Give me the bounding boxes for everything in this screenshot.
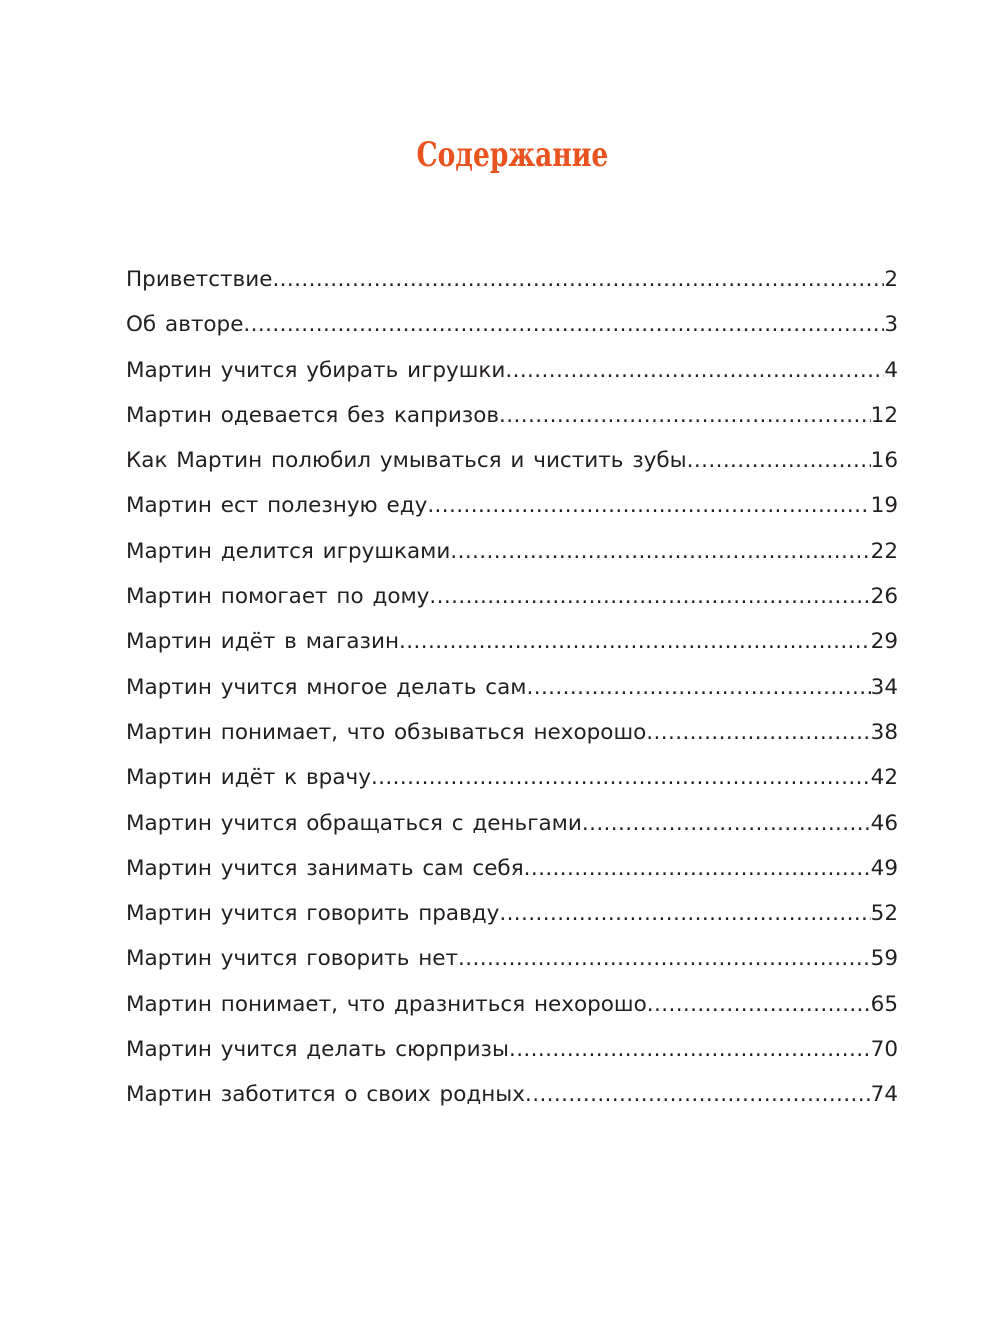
toc-dot-leader bbox=[243, 306, 884, 344]
toc-entry[interactable] bbox=[126, 578, 898, 623]
toc-dot-leader bbox=[427, 487, 870, 525]
toc-entry-title: Мартин идёт в магазин bbox=[126, 629, 400, 655]
toc-dot-leader bbox=[509, 1031, 871, 1069]
toc-entry[interactable] bbox=[126, 805, 898, 850]
toc-dot-leader bbox=[399, 623, 871, 661]
toc-page-number: 59 bbox=[870, 946, 898, 972]
toc-entry[interactable] bbox=[126, 986, 898, 1031]
toc-entry[interactable] bbox=[126, 352, 898, 397]
toc-dot-leader bbox=[526, 669, 870, 707]
toc-page-number: 29 bbox=[870, 629, 898, 655]
toc-entry-title: Мартин учится обращаться с деньгами bbox=[126, 810, 582, 836]
toc-dot-leader bbox=[505, 352, 884, 390]
toc-entry[interactable] bbox=[126, 895, 898, 940]
toc-entry[interactable] bbox=[126, 261, 898, 306]
toc-dot-leader bbox=[371, 759, 871, 797]
toc-entry[interactable] bbox=[126, 442, 898, 487]
toc-entry[interactable] bbox=[126, 850, 898, 895]
toc-entry[interactable] bbox=[126, 623, 898, 668]
toc-page-number: 19 bbox=[870, 493, 898, 519]
toc-dot-leader bbox=[429, 578, 870, 616]
toc-entry-title: Мартин идёт к врачу bbox=[126, 765, 371, 791]
toc-entry-title: Мартин учится говорить нет bbox=[126, 946, 459, 972]
toc-entry-title: Мартин учится занимать сам себя bbox=[126, 855, 524, 881]
toc-page-number: 22 bbox=[870, 538, 898, 564]
toc-entry[interactable] bbox=[126, 1076, 898, 1121]
toc-page-number: 42 bbox=[870, 765, 898, 791]
toc-entry[interactable] bbox=[126, 397, 898, 442]
toc-dot-leader bbox=[458, 940, 871, 978]
toc-entry[interactable] bbox=[126, 714, 898, 759]
toc-page-number: 49 bbox=[870, 855, 898, 881]
toc-entry-title: Мартин учится говорить правду bbox=[126, 901, 500, 927]
toc-dot-leader bbox=[524, 850, 871, 888]
toc-page-number: 12 bbox=[870, 402, 898, 428]
toc-entry[interactable] bbox=[126, 306, 898, 351]
toc-page-number: 38 bbox=[870, 719, 898, 745]
toc-page-number: 65 bbox=[870, 991, 898, 1017]
toc-dot-leader bbox=[647, 986, 871, 1024]
toc-entry-title: Мартин учится многое делать сам bbox=[126, 674, 527, 700]
toc-dot-leader bbox=[272, 261, 884, 299]
toc-entry-title: Мартин заботится о своих родных bbox=[126, 1082, 525, 1108]
toc-dot-leader bbox=[687, 442, 871, 480]
toc-entry-title: Мартин одевается без капризов bbox=[126, 402, 500, 428]
toc-dot-leader bbox=[582, 805, 871, 843]
toc-entry-title: Как Мартин полюбил умываться и чистить зубы bbox=[126, 448, 687, 474]
toc-page-number: 74 bbox=[870, 1082, 898, 1108]
toc-entry-title: Мартин помогает по дому bbox=[126, 584, 430, 610]
toc-entry-title: Мартин учится убирать игрушки bbox=[126, 357, 506, 383]
toc-page-number: 16 bbox=[870, 448, 898, 474]
toc-entry-title: Об авторе bbox=[126, 312, 244, 338]
page-title: Содержание bbox=[416, 134, 609, 175]
toc-entry[interactable] bbox=[126, 669, 898, 714]
toc-entry[interactable] bbox=[126, 1031, 898, 1076]
toc-dot-leader bbox=[499, 397, 871, 435]
toc-dot-leader bbox=[646, 714, 870, 752]
toc-page-number: 2 bbox=[884, 267, 898, 292]
toc-page-number: 52 bbox=[870, 901, 898, 927]
toc-page-number: 46 bbox=[870, 810, 898, 836]
toc-page-number: 3 bbox=[884, 312, 898, 338]
toc-entry[interactable] bbox=[126, 533, 898, 578]
toc-dot-leader bbox=[499, 895, 870, 933]
toc-page-number: 70 bbox=[870, 1037, 898, 1063]
toc-entry-title: Приветствие bbox=[126, 267, 273, 292]
toc-entry-title: Мартин учится делать сюрпризы bbox=[126, 1037, 509, 1063]
toc-page-number: 34 bbox=[870, 674, 898, 700]
toc-dot-leader bbox=[450, 533, 870, 571]
toc-entry-title: Мартин делится игрушками bbox=[126, 538, 451, 564]
table-of-contents bbox=[126, 261, 898, 1122]
toc-page-number: 4 bbox=[884, 357, 898, 383]
toc-entry[interactable] bbox=[126, 940, 898, 985]
toc-page-number: 26 bbox=[870, 584, 898, 610]
toc-entry-title: Мартин понимает, что обзываться нехорошо bbox=[126, 719, 647, 745]
toc-entry-title: Мартин ест полезную еду bbox=[126, 493, 428, 519]
toc-dot-leader bbox=[525, 1076, 871, 1114]
toc-entry[interactable] bbox=[126, 759, 898, 804]
toc-entry[interactable] bbox=[126, 487, 898, 532]
toc-entry-title: Мартин понимает, что дразниться нехорошо bbox=[126, 991, 647, 1017]
